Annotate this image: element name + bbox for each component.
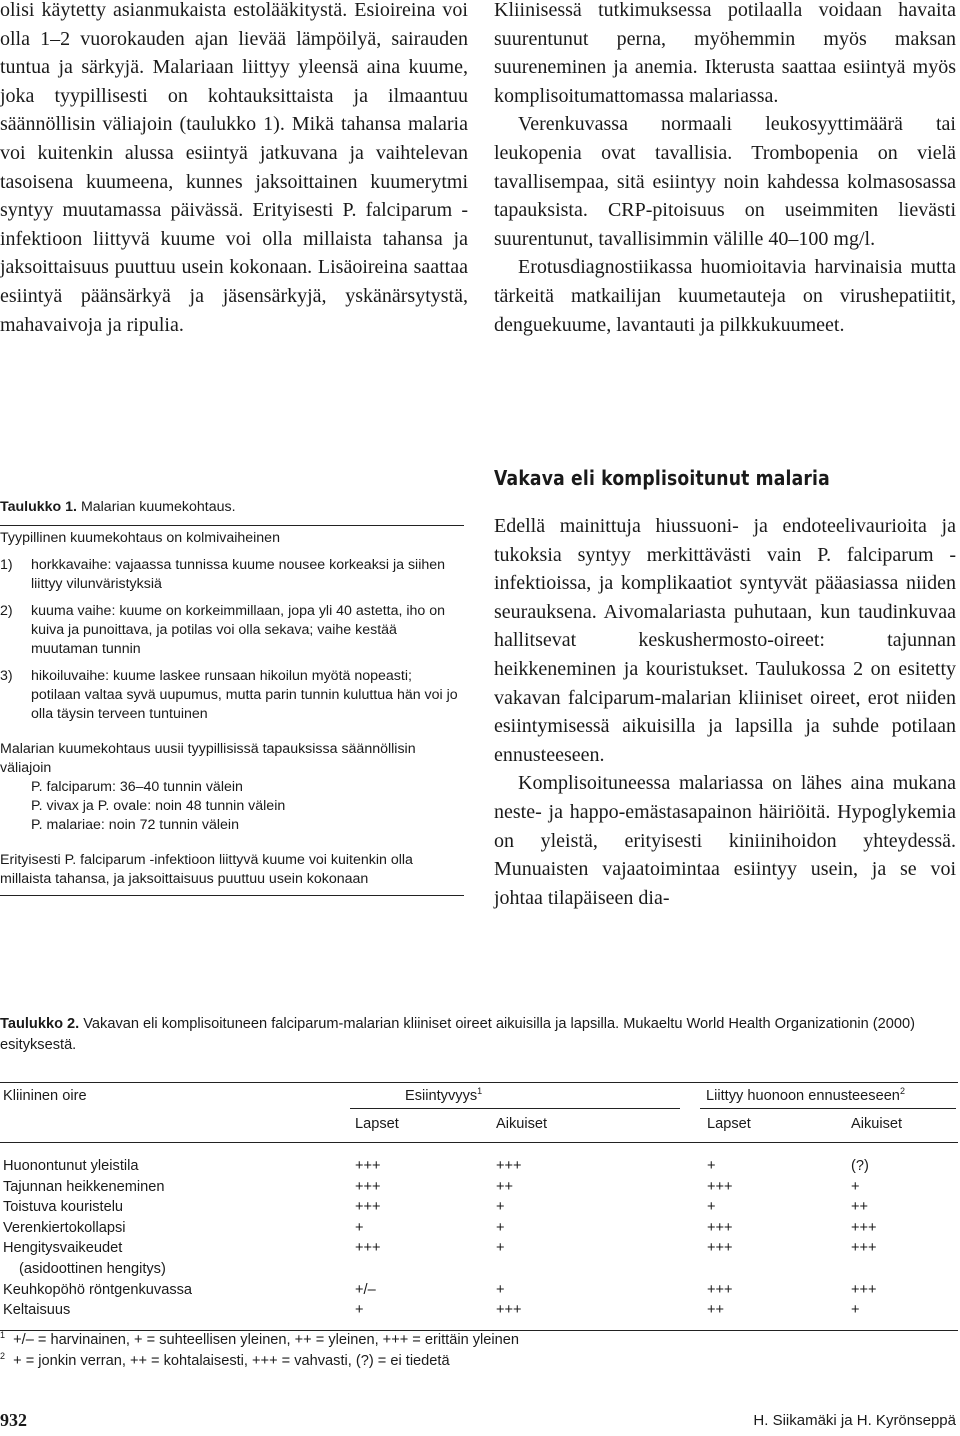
- table-rule: [0, 1142, 958, 1143]
- paragraph: Edellä mainittuja hiussuoni- ja endoteelivaurioita ja tukoksia syntyy merkittävästi vain P. falciparum -infektioissa, ja komplikaatiot syntyvät pääasiassa niiden seurauksena. Aivomalariasta puhutaan, kun taudinkuvaa hallitsevat keskushermosto-oireet: tajunnan heikkeneminen ja kouristukset. Taulukossa 2 on esitetty vakavan falciparum-malarian kliiniset oireet, erot niiden esiintymisessä aikuisilla ja lapsilla ja suhde potilaan ennusteeseen.: [494, 515, 956, 766]
- left-column-text: [0, 0, 468, 339]
- table-label: Taulukko 2.: [0, 1016, 80, 1032]
- table-rule: [700, 1108, 956, 1109]
- table-1-intro: Tyypillinen kuumekohtaus on kolmivaiheinen: [0, 530, 280, 546]
- footnote: $^2$ + = jonkin verran, ++ = kohtalaisesti, +++ = vahvasti, (?) = ei tiedetä: [0, 1350, 450, 1369]
- table-row: Huonontunut yleistila +++ +++ + (?): [3, 1158, 869, 1174]
- table-row: Hengitysvaikeudet +++ + +++ +++: [3, 1240, 877, 1257]
- table-caption-text: Vakavan eli komplisoituneen falciparum-malarian kliiniset oireet aikuisilla ja lapsilla. Mukaeltu World Health Organizationin (2000) esityksestä.: [0, 1016, 915, 1053]
- list-item: 1) horkkavaihe: vajaassa tunnissa kuume nousee korkeaksi ja siihen liittyy vilunväristyksiä: [0, 557, 446, 592]
- footer-authors: H. Siikamäki ja H. Kyrönseppä: [753, 1412, 956, 1429]
- table-row: Keltaisuus + +++ ++ +: [3, 1302, 860, 1319]
- table-header-row: [0, 1086, 958, 1114]
- table-footnotes: [0, 1330, 519, 1371]
- list-item: 3) hikoiluvaihe: kuume laskee runsaan hikoilun myötä nopeasti; potilaan valtaa syvä uupumus, mutta parin tunnin kuluttua hän voi jo olla täysin terveen tuntuinen: [0, 668, 458, 722]
- list-item: P. malariae: noin 72 tunnin välein: [31, 817, 239, 833]
- paragraph: olisi käytetty asianmukaista estolääkitystä. Esioireina voi olla 1–2 vuorokauden ajan lievää lämpöilyä, sairauden tuntua ja särkyjä. Malariaan liittyy yleensä aina kuume, joka tyypillisesti on kohtauksittaista ja ilmaantuu säännöllisin väliajoin (taulukko 1). Mikä tahansa malaria voi kuitenkin alussa esiintyä jatkuvana ja vaihtelevan tasoisena kuumeena, kunnes jaksoittainen kuumerytmi syntyy muutamassa päivässä. Erityisesti P. falciparum -infektioon liittyvä kuume voi olla millaista tahansa ja jaksoittaisuus puuttuu usein kokonaan. Lisäoireina saattaa esiintyä päänsärkyä ja jäsensärkyjä, yskänärsytystä, mahavaivoja ja ripulia.: [0, 0, 468, 336]
- table-1-body: [0, 526, 464, 889]
- table-row: Tajunnan heikkeneminen +++ ++ +++ +: [3, 1178, 860, 1195]
- column-header: Aikuiset: [851, 1116, 903, 1132]
- column-header: Aikuiset: [496, 1116, 548, 1132]
- paragraph: Erotusdiagnostiikassa huomioitavia harvinaisia mutta tärkeitä matkailijan kuumetauteja on virushepatiitit, denguekuume, lavantauti ja pilkkukuumeet.: [494, 256, 956, 336]
- table-1-caption: [0, 498, 464, 517]
- table-row: Keuhkopöhö röntgenkuvassa +/– + +++ +++: [3, 1281, 877, 1298]
- list-item: P. falciparum: 36–40 tunnin välein: [31, 779, 243, 795]
- column-header-group: Liittyy huonoon ennusteeseen$^2$: [706, 1086, 905, 1104]
- table-row: Verenkiertokollapsi + + +++ +++: [3, 1219, 877, 1236]
- table-subheader-row: [0, 1114, 958, 1142]
- right-column-text: [494, 0, 956, 339]
- column-header: Kliininen oire: [3, 1088, 87, 1104]
- right-column-text-bottom: [494, 512, 956, 912]
- table-2: [0, 1014, 958, 1331]
- list-item: 2) kuuma vaihe: kuume on korkeimmillaan, jopa yli 40 astetta, iho on kuiva ja punoittava, ja potilas voi olla sekava; vaihe kestää muutaman tunnin: [0, 603, 446, 657]
- paragraph: Verenkuvassa normaali leukosyyttimäärä tai leukopenia ovat tavallisia. Trombopenia on vielä tavallisempaa, sitä esiintyy noin kahdessa kolmasosassa tapauksista. CRP-pitoisuus on useimmiten lievästi suurentunut, tavallisimmin välille 40–100 mg/l.: [494, 113, 956, 250]
- table-rule: [0, 1082, 958, 1083]
- table-1: [0, 498, 464, 896]
- table-rule: [0, 895, 464, 896]
- recurrence-intro: Malarian kuumekohtaus uusii tyypillisissä tapauksissa säännöllisin väliajoin: [0, 741, 416, 776]
- page-number: 932: [0, 1410, 27, 1430]
- table-caption-text: Malarian kuumekohtaus.: [77, 499, 236, 515]
- table-rule: [350, 1108, 680, 1109]
- section-heading: Vakava eli komplisoitunut malaria: [494, 466, 830, 490]
- paragraph: Kliinisessä tutkimuksessa potilaalla voidaan havaita suurentunut perna, myöhemmin myös maksan suureneminen ja anemia. Ikterusta saattaa esiintyä myös komplisoitumattomassa malariassa.: [494, 0, 956, 107]
- table-row: Toistuva kouristelu +++ + + ++: [3, 1199, 869, 1216]
- table-row-continuation: (asidoottinen hengitys): [19, 1260, 166, 1277]
- table-label: Taulukko 1.: [0, 499, 77, 515]
- footnote: $^1$ +/– = harvinainen, + = suhteellisen yleinen, ++ = yleinen, +++ = erittäin yleinen: [0, 1330, 519, 1348]
- table-2-body: [0, 1156, 958, 1321]
- paragraph: Komplisoituneessa malariassa on lähes aina mukana neste- ja happo-emästasapainon häiriöitä. Hypoglykemia on yleistä, erityisesti kiniinihoidon yhteydessä. Munuaisten vajaatoimintaa esiintyy usein, ja se voi johtaa tilapäiseen dia-: [494, 772, 956, 909]
- table-2-caption: [0, 1014, 958, 1055]
- column-header: Lapset: [355, 1116, 399, 1132]
- column-header: Lapset: [707, 1116, 751, 1132]
- column-header-group: Esiintyvyys$^1$: [405, 1086, 483, 1104]
- list-item: P. vivax ja P. ovale: noin 48 tunnin välein: [31, 798, 286, 814]
- table-1-note: Erityisesti P. falciparum -infektioon liittyvä kuume voi kuitenkin olla millaista tahansa, ja jaksoittaisuus puuttuu usein kokonaan: [0, 852, 413, 887]
